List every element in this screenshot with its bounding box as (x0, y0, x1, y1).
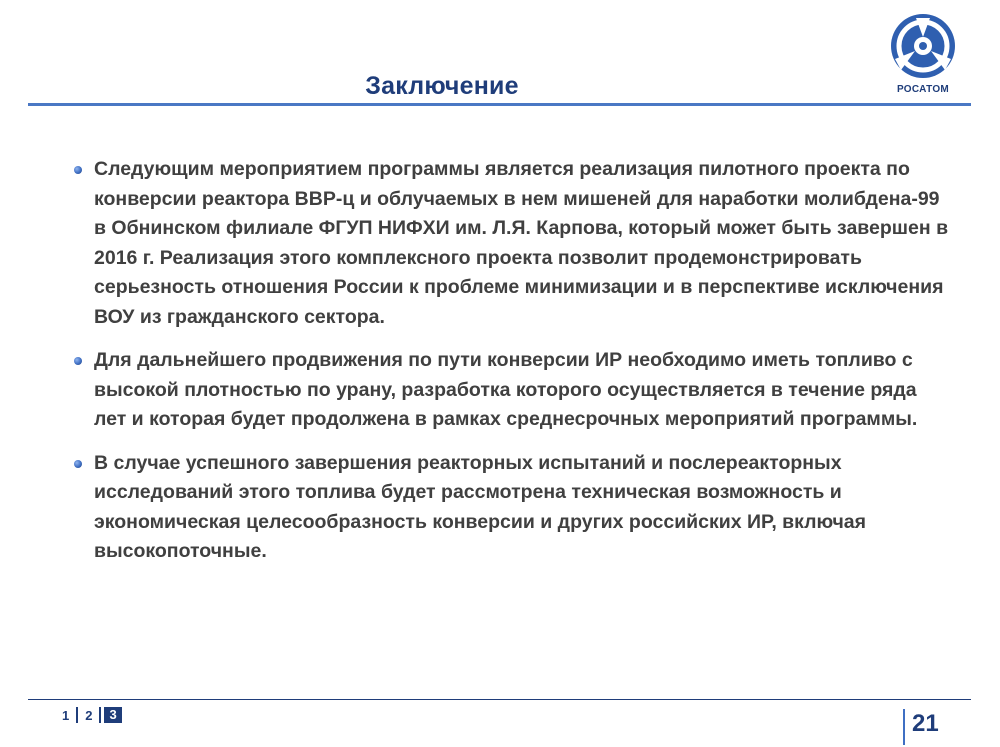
bullet-text: Для дальнейшего продвижения по пути конверсии ИР необходимо иметь топливо с высокой плотностью по урану, разработка которого осуществляется в течение ряда лет и которая будет продолжена в рамках среднесрочных мероприятий программы. (94, 349, 918, 430)
pager-item-1[interactable]: 1 (62, 707, 70, 723)
page-title: Заключение (365, 72, 519, 100)
title-underline (28, 103, 971, 106)
bullet-item (74, 449, 954, 567)
pager-item-2[interactable]: 2 (85, 707, 93, 723)
rosatom-logo (883, 10, 963, 105)
bullet-dot-icon (74, 460, 82, 468)
logo-text: РОСАТОМ (896, 84, 950, 95)
content-body (74, 155, 954, 581)
pager-separator (99, 707, 101, 723)
footer-rule (28, 699, 971, 700)
bullet-item (74, 346, 954, 435)
pager-item-3-active[interactable]: 3 (104, 707, 121, 723)
bullet-item (74, 155, 954, 332)
slide-number: 21 (912, 710, 939, 737)
slide-number-divider (903, 709, 905, 745)
section-pager (58, 707, 122, 723)
bullet-dot-icon (74, 166, 82, 174)
bullet-text: Следующим мероприятием программы является реализация пилотного проекта по конверсии реактора ВВР-ц и облучаемых в нем мишеней для наработки молибдена-99 в Обнинском филиале ФГУП НИФХИ им. Л.Я. Карпова, который может быть завершен в 2016 г. Реализация этого комплексного проекта позволит продемонстрировать серьезность отношения России к проблеме минимизации и в перспективе исключения ВОУ из гражданского сектора. (94, 158, 949, 328)
atom-logo-icon (883, 10, 963, 84)
bullet-dot-icon (74, 357, 82, 365)
pager-separator (76, 707, 78, 723)
bullet-text: В случае успешного завершения реакторных испытаний и послереакторных исследований этого топлива будет рассмотрена техническая возможность и экономическая целесообразность конверсии и других российских ИР, включая высокопоточные. (94, 451, 867, 562)
